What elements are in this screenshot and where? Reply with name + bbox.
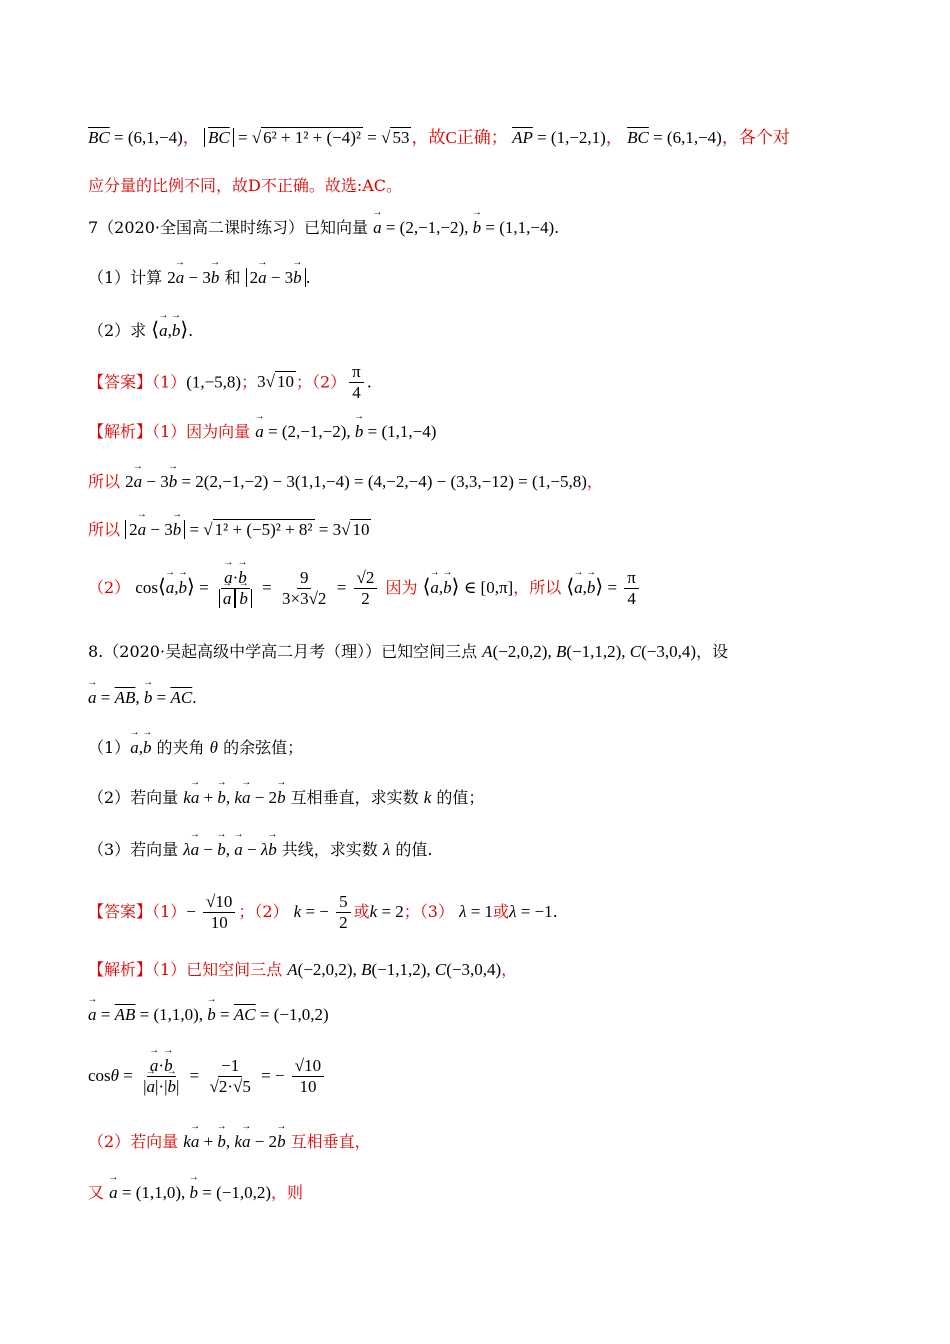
question-8-def: → $a = \overline{AB}$, → $b = \overline{AC}$.	[88, 688, 196, 708]
solution-7-1: 【解析】（1）因为向量 → a = (2,−1,−2), → b = (1,1,−4)	[88, 422, 436, 442]
answer-8: 【答案】（1）− $\frac{√10}{10}$ ；（2） k = − $\frac{5}{2}$ 或k = 2；（3） λ = 1或λ = −1.	[88, 892, 558, 933]
solution-8-3: cosθ = → $\frac{a\cdot\to b}{|\to a|\cdot|\to b|}$ = $\frac{-1}{√2\cdot√5}$ = − $\frac{√10}{10}$	[88, 1056, 327, 1098]
question-8: 8.（2020·吴起高级中学高二月考（理））已知空间三点 A(−2,0,2), B(−1,1,2), C(−3,0,4)，设	[88, 642, 729, 661]
solution-8-1: 【解析】（1）已知空间三点 A(−2,0,2), B(−1,1,2), C(−3,0,4)，	[88, 960, 518, 979]
question-7: 7（2020·全国高二课时练习）已知向量 → a = (2,−1,−2), → b = (1,1,−4).	[88, 218, 559, 238]
text-line: $\overline{BC} = (6,1,-4)$， $\overline{BC}$ = √ 6² + 1² + (−4)² = √ 53 ，故C正确； $\overline{AP} = (1,-2,1)$， $\overline{BC} = (6,1,-4)$，各个对	[88, 128, 790, 147]
question-7-part-2: （2）求 ⟨→ a,→ b⟩.	[88, 318, 193, 342]
question-8-part-1: （1）→ a,→ b 的夹角 θ 的余弦值；	[88, 738, 303, 758]
solution-8-4: （2）若向量 k→ a + → b, k→ a − 2→ b 互相垂直，	[88, 1132, 371, 1152]
solution-7-4: （2） cos⟨→ a,→ b⟩ = → a·→ b → a → b = $\frac{9}{3\times 3√2}$ = $\frac{√2}{2}$ 因为 ⟨→ a,→ b⟩ ∈ [0,π]，所以 ⟨→ a,→ b⟩ = $\frac{\pi}{4}$	[88, 568, 642, 610]
solution-7-3: 所以 2→ a − 3→ b = √ 1² + (−5)² + 8² = 3√ 10	[88, 520, 371, 540]
question-7-part-1: （1）计算 2→ a − 3→ b 和 2→ a − 3→ b .	[88, 268, 311, 288]
question-8-part-2: （2）若向量 k→ a + → b, k→ a − 2→ b 互相垂直，求实数 k 的值；	[88, 788, 484, 808]
solution-8-5: 又 → a = (1,1,0), → b = (−1,0,2)，则	[88, 1183, 303, 1203]
text-line: 应分量的比例不同，故D不正确。故选:AC。	[88, 176, 403, 195]
solution-7-2: 所以 2→ a − 3→ b = 2(2,−1,−2) − 3(1,1,−4) = (4,−2,−4) − (3,3,−12) = (1,−5,8)，	[88, 472, 603, 492]
question-8-part-3: （3）若向量 λ→ a − → b, → a − λ→ b 共线，求实数 λ 的值.	[88, 840, 432, 860]
solution-8-2: → $a = \overline{AB} = (1,1,0)$, → $b = \overline{AC} = (-1,0,2)$	[88, 1005, 329, 1025]
answer-7: 【答案】（1）(1,−5,8)；3√ 10 ；（2） $\frac{\pi}{4}$ .	[88, 362, 372, 403]
